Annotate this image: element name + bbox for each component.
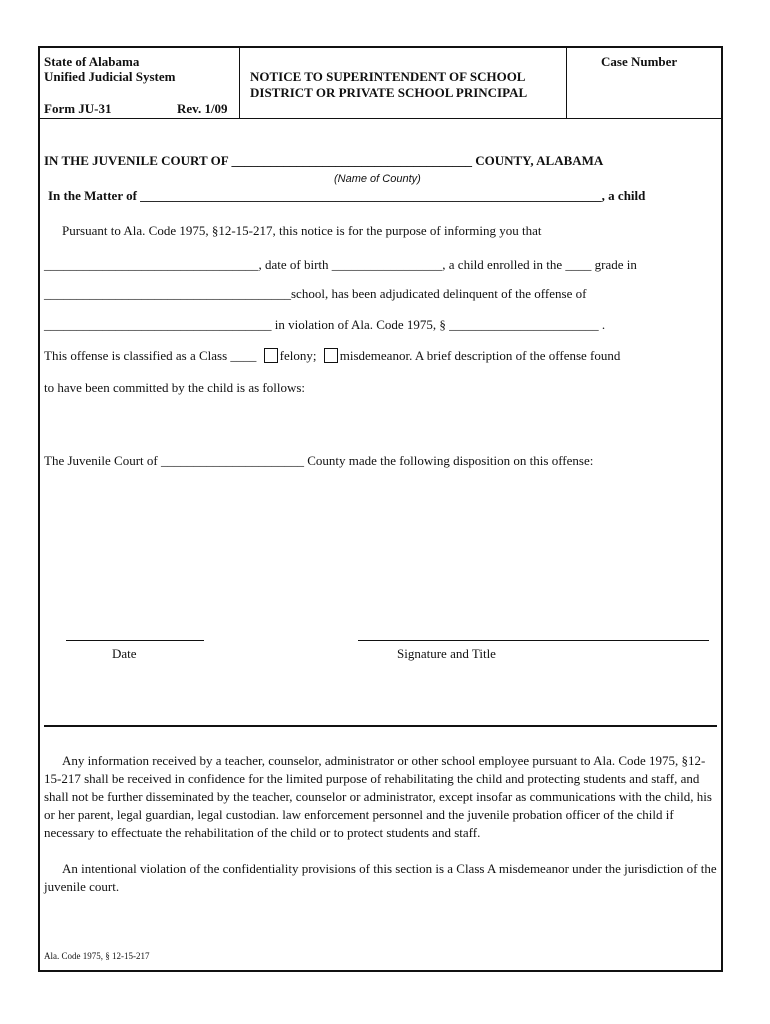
form-title-line2: DISTRICT OR PRIVATE SCHOOL PRINCIPAL xyxy=(250,85,528,100)
header-title-cell xyxy=(240,48,567,118)
confidentiality-paragraph: Any information received by a teacher, counselor, administrator or other school employee pursuant to Ala. Code 1975, §12-15-217 shall be received in confidence for the limited purpose of rehabilitating the child and protecting students and staff, and shall not be further disseminated by the teacher, counselor or administrator, except insofar as communications with the child, his or her parent, legal guardian, legal custodian. law enforcement personnel and the juvenile probation officer of the child if necessary to effectuate the rehabilitation of the child or to protect students and staff. xyxy=(44,753,712,840)
disposition-line: The Juvenile Court of ______________________ County made the following disposition on this offense: xyxy=(44,453,594,468)
court-line: IN THE JUVENILE COURT OF _____________________________________ COUNTY, ALABAMA xyxy=(44,153,604,168)
misdemeanor-label: misdemeanor. A brief description of the offense found xyxy=(339,348,621,363)
header-agency-cell xyxy=(40,48,240,118)
section-divider xyxy=(44,725,717,727)
code-citation: Ala. Code 1975, § 12-15-217 xyxy=(44,951,150,961)
signature-label: Signature and Title xyxy=(397,646,496,661)
school-line: ______________________________________school, has been adjudicated delinquent of the offense of xyxy=(44,286,587,301)
felony-label: felony; xyxy=(279,348,317,363)
committed-line: to have been committed by the child is as follows: xyxy=(44,380,306,395)
date-label: Date xyxy=(112,646,137,661)
class-line xyxy=(44,348,620,363)
revision-label: Rev. 1/09 xyxy=(177,101,228,116)
class-prefix: This offense is classified as a Class ____ xyxy=(44,348,257,363)
header-case-cell[interactable] xyxy=(567,48,721,118)
misdemeanor-checkbox[interactable] xyxy=(324,348,338,363)
violation-paragraph: An intentional violation of the confidentiality provisions of this section is a Class A misdemeanor under the jurisdiction of the juvenile court. xyxy=(44,861,717,894)
form-header xyxy=(40,48,721,119)
matter-line: In the Matter of _______________________________________________________________________, a child xyxy=(48,188,646,203)
county-hint: (Name of County) xyxy=(334,173,421,185)
pursuant-text: Pursuant to Ala. Code 1975, §12-15-217, this notice is for the purpose of informing you that xyxy=(62,223,542,238)
felony-checkbox[interactable] xyxy=(264,348,278,363)
form-number: Form JU-31 xyxy=(44,101,112,116)
form-frame xyxy=(38,46,723,972)
violation-line: ___________________________________ in violation of Ala. Code 1975, § _______________________ . xyxy=(44,317,606,332)
dob-line: _________________________________, date of birth _________________, a child enrolled in the ____ grade in xyxy=(44,257,637,272)
form-title-line1: NOTICE TO SUPERINTENDENT OF SCHOOL xyxy=(250,69,526,84)
date-line[interactable] xyxy=(66,640,204,641)
state-label: State of Alabama xyxy=(44,54,140,69)
system-label: Unified Judicial System xyxy=(44,69,176,84)
case-number-label: Case Number xyxy=(601,54,678,69)
signature-line[interactable] xyxy=(358,640,709,641)
